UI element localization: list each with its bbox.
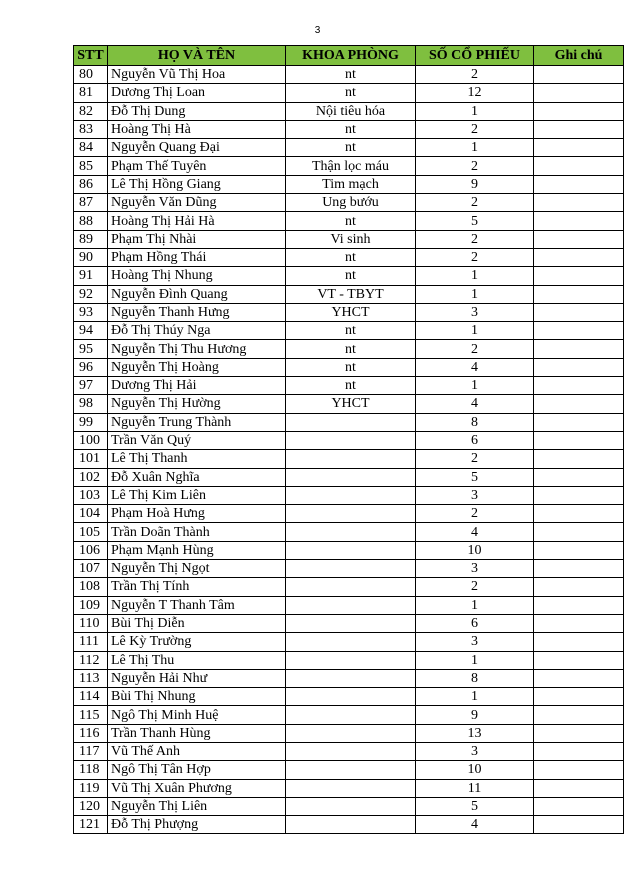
shareholder-table [73, 45, 624, 834]
dept-cell [286, 468, 416, 486]
table-row [74, 322, 624, 340]
shares-cell: 9 [416, 706, 534, 724]
dept-cell [286, 633, 416, 651]
note-cell [534, 468, 624, 486]
name-cell: Nguyễn T Thanh Tâm [108, 596, 286, 614]
dept-cell [286, 816, 416, 834]
shares-cell: 6 [416, 614, 534, 632]
stt-cell: 107 [74, 560, 108, 578]
shares-cell: 2 [416, 230, 534, 248]
shares-cell: 2 [416, 578, 534, 596]
note-cell [534, 431, 624, 449]
dept-cell: Vi sinh [286, 230, 416, 248]
stt-cell: 103 [74, 486, 108, 504]
name-cell: Đỗ Thị Dung [108, 102, 286, 120]
name-cell: Đỗ Xuân Nghĩa [108, 468, 286, 486]
name-cell: Lê Thị Hồng Giang [108, 175, 286, 193]
note-cell [534, 285, 624, 303]
dept-cell: nt [286, 358, 416, 376]
note-cell [534, 377, 624, 395]
dept-cell [286, 669, 416, 687]
note-cell [534, 688, 624, 706]
table-row [74, 761, 624, 779]
stt-cell: 90 [74, 248, 108, 266]
stt-cell: 116 [74, 724, 108, 742]
table-body [74, 66, 624, 834]
shares-cell: 11 [416, 779, 534, 797]
note-cell [534, 541, 624, 559]
dept-cell: nt [286, 248, 416, 266]
dept-cell: nt [286, 322, 416, 340]
note-cell [534, 596, 624, 614]
stt-cell: 82 [74, 102, 108, 120]
note-cell [534, 797, 624, 815]
stt-cell: 102 [74, 468, 108, 486]
stt-cell: 118 [74, 761, 108, 779]
shares-cell: 5 [416, 468, 534, 486]
name-cell: Trần Doãn Thành [108, 523, 286, 541]
dept-cell [286, 578, 416, 596]
name-cell: Đỗ Thị Thúy Nga [108, 322, 286, 340]
name-cell: Trần Thanh Hùng [108, 724, 286, 742]
stt-cell: 86 [74, 175, 108, 193]
dept-cell [286, 541, 416, 559]
name-cell: Dương Thị Hải [108, 377, 286, 395]
table-row [74, 139, 624, 157]
note-cell [534, 340, 624, 358]
table-row [74, 505, 624, 523]
stt-cell: 98 [74, 395, 108, 413]
table-row [74, 102, 624, 120]
note-cell [534, 706, 624, 724]
note-cell [534, 175, 624, 193]
note-cell [534, 66, 624, 84]
dept-cell: nt [286, 340, 416, 358]
dept-cell: VT - TBYT [286, 285, 416, 303]
dept-cell: YHCT [286, 395, 416, 413]
stt-cell: 83 [74, 120, 108, 138]
table-row [74, 303, 624, 321]
shares-cell: 2 [416, 340, 534, 358]
shares-cell: 1 [416, 285, 534, 303]
name-cell: Nguyễn Thị Liên [108, 797, 286, 815]
header-row [74, 46, 624, 66]
note-cell [534, 779, 624, 797]
table-header [74, 46, 624, 66]
shares-cell: 3 [416, 560, 534, 578]
note-cell [534, 139, 624, 157]
header-shares: SỐ CỔ PHIẾU [416, 46, 534, 66]
header-note: Ghi chú [534, 46, 624, 66]
shares-cell: 1 [416, 102, 534, 120]
table-row [74, 450, 624, 468]
name-cell: Phạm Mạnh Hùng [108, 541, 286, 559]
stt-cell: 114 [74, 688, 108, 706]
note-cell [534, 816, 624, 834]
page-number: 3 [314, 25, 321, 36]
table-row [74, 724, 624, 742]
name-cell: Vũ Thế Anh [108, 742, 286, 760]
dept-cell [286, 724, 416, 742]
header-dept: KHOA PHÒNG [286, 46, 416, 66]
name-cell: Nguyễn Thị Ngọt [108, 560, 286, 578]
shares-cell: 2 [416, 66, 534, 84]
dept-cell: nt [286, 377, 416, 395]
note-cell [534, 102, 624, 120]
shares-cell: 8 [416, 669, 534, 687]
table-row [74, 340, 624, 358]
note-cell [534, 505, 624, 523]
note-cell [534, 560, 624, 578]
table-row [74, 285, 624, 303]
shares-cell: 3 [416, 303, 534, 321]
stt-cell: 81 [74, 84, 108, 102]
shares-cell: 4 [416, 358, 534, 376]
note-cell [534, 120, 624, 138]
dept-cell [286, 779, 416, 797]
table-row [74, 633, 624, 651]
note-cell [534, 450, 624, 468]
table-row [74, 742, 624, 760]
dept-cell [286, 742, 416, 760]
dept-cell: nt [286, 267, 416, 285]
dept-cell: Thận lọc máu [286, 157, 416, 175]
note-cell [534, 742, 624, 760]
table-row [74, 194, 624, 212]
stt-cell: 109 [74, 596, 108, 614]
note-cell [534, 413, 624, 431]
table-row [74, 377, 624, 395]
note-cell [534, 358, 624, 376]
dept-cell [286, 486, 416, 504]
table-row [74, 212, 624, 230]
dept-cell [286, 614, 416, 632]
stt-cell: 96 [74, 358, 108, 376]
dept-cell [286, 596, 416, 614]
note-cell [534, 84, 624, 102]
stt-cell: 106 [74, 541, 108, 559]
stt-cell: 99 [74, 413, 108, 431]
dept-cell [286, 523, 416, 541]
dept-cell [286, 431, 416, 449]
name-cell: Phạm Hoà Hưng [108, 505, 286, 523]
table-row [74, 560, 624, 578]
name-cell: Trần Thị Tính [108, 578, 286, 596]
shares-cell: 10 [416, 541, 534, 559]
name-cell: Đỗ Thị Phượng [108, 816, 286, 834]
stt-cell: 108 [74, 578, 108, 596]
table-row [74, 706, 624, 724]
shares-cell: 2 [416, 120, 534, 138]
shares-cell: 3 [416, 742, 534, 760]
dept-cell [286, 505, 416, 523]
shares-cell: 3 [416, 486, 534, 504]
table-row [74, 413, 624, 431]
table-row [74, 596, 624, 614]
name-cell: Dương Thị Loan [108, 84, 286, 102]
name-cell: Lê Kỳ Trường [108, 633, 286, 651]
name-cell: Nguyễn Hải Như [108, 669, 286, 687]
stt-cell: 85 [74, 157, 108, 175]
stt-cell: 91 [74, 267, 108, 285]
shares-cell: 1 [416, 322, 534, 340]
table-row [74, 84, 624, 102]
name-cell: Hoàng Thị Hà [108, 120, 286, 138]
table-row [74, 248, 624, 266]
note-cell [534, 303, 624, 321]
note-cell [534, 651, 624, 669]
stt-cell: 117 [74, 742, 108, 760]
note-cell [534, 194, 624, 212]
dept-cell: Ung bướu [286, 194, 416, 212]
shares-cell: 5 [416, 212, 534, 230]
shares-cell: 13 [416, 724, 534, 742]
name-cell: Nguyễn Quang Đại [108, 139, 286, 157]
note-cell [534, 248, 624, 266]
name-cell: Trần Văn Quý [108, 431, 286, 449]
name-cell: Nguyễn Đình Quang [108, 285, 286, 303]
table-row [74, 688, 624, 706]
name-cell: Ngô Thị Minh Huệ [108, 706, 286, 724]
name-cell: Hoàng Thị Nhung [108, 267, 286, 285]
table-row [74, 779, 624, 797]
note-cell [534, 230, 624, 248]
shares-cell: 2 [416, 157, 534, 175]
table-row [74, 157, 624, 175]
stt-cell: 105 [74, 523, 108, 541]
table-row [74, 578, 624, 596]
name-cell: Bùi Thị Diễn [108, 614, 286, 632]
table-row [74, 523, 624, 541]
shares-cell: 1 [416, 267, 534, 285]
name-cell: Nguyễn Văn Dũng [108, 194, 286, 212]
stt-cell: 89 [74, 230, 108, 248]
note-cell [534, 633, 624, 651]
shares-cell: 9 [416, 175, 534, 193]
note-cell [534, 761, 624, 779]
stt-cell: 93 [74, 303, 108, 321]
table-row [74, 614, 624, 632]
note-cell [534, 578, 624, 596]
shares-cell: 10 [416, 761, 534, 779]
header-name: HỌ VÀ TÊN [108, 46, 286, 66]
stt-cell: 92 [74, 285, 108, 303]
shares-cell: 3 [416, 633, 534, 651]
note-cell [534, 212, 624, 230]
shares-cell: 5 [416, 797, 534, 815]
stt-cell: 112 [74, 651, 108, 669]
table-row [74, 267, 624, 285]
name-cell: Phạm Thị Nhài [108, 230, 286, 248]
dept-cell: nt [286, 120, 416, 138]
stt-cell: 110 [74, 614, 108, 632]
stt-cell: 121 [74, 816, 108, 834]
note-cell [534, 395, 624, 413]
dept-cell: nt [286, 84, 416, 102]
name-cell: Hoàng Thị Hải Hà [108, 212, 286, 230]
stt-cell: 87 [74, 194, 108, 212]
name-cell: Phạm Thế Tuyên [108, 157, 286, 175]
dept-cell: Nội tiêu hóa [286, 102, 416, 120]
table-row [74, 541, 624, 559]
dept-cell [286, 797, 416, 815]
header-stt: STT [74, 46, 108, 66]
dept-cell: nt [286, 139, 416, 157]
shares-cell: 1 [416, 596, 534, 614]
stt-cell: 80 [74, 66, 108, 84]
name-cell: Phạm Hồng Thái [108, 248, 286, 266]
note-cell [534, 669, 624, 687]
stt-cell: 88 [74, 212, 108, 230]
note-cell [534, 486, 624, 504]
stt-cell: 120 [74, 797, 108, 815]
table-row [74, 651, 624, 669]
stt-cell: 119 [74, 779, 108, 797]
name-cell: Lê Thị Thanh [108, 450, 286, 468]
note-cell [534, 157, 624, 175]
name-cell: Lê Thị Thu [108, 651, 286, 669]
name-cell: Nguyễn Thanh Hưng [108, 303, 286, 321]
note-cell [534, 724, 624, 742]
table-row [74, 395, 624, 413]
table-row [74, 175, 624, 193]
dept-cell: Tim mạch [286, 175, 416, 193]
table-row [74, 431, 624, 449]
stt-cell: 113 [74, 669, 108, 687]
dept-cell [286, 651, 416, 669]
table-row [74, 230, 624, 248]
stt-cell: 101 [74, 450, 108, 468]
shares-cell: 1 [416, 139, 534, 157]
stt-cell: 94 [74, 322, 108, 340]
name-cell: Bùi Thị Nhung [108, 688, 286, 706]
dept-cell [286, 688, 416, 706]
table-row [74, 816, 624, 834]
shares-cell: 2 [416, 194, 534, 212]
shares-cell: 6 [416, 431, 534, 449]
stt-cell: 104 [74, 505, 108, 523]
dept-cell [286, 413, 416, 431]
dept-cell [286, 560, 416, 578]
dept-cell: nt [286, 212, 416, 230]
dept-cell [286, 761, 416, 779]
shares-cell: 2 [416, 248, 534, 266]
stt-cell: 95 [74, 340, 108, 358]
name-cell: Nguyễn Thị Hường [108, 395, 286, 413]
note-cell [534, 523, 624, 541]
name-cell: Ngô Thị Tân Hợp [108, 761, 286, 779]
note-cell [534, 322, 624, 340]
shares-cell: 8 [416, 413, 534, 431]
stt-cell: 97 [74, 377, 108, 395]
shares-cell: 2 [416, 450, 534, 468]
name-cell: Nguyễn Thị Hoàng [108, 358, 286, 376]
table-row [74, 358, 624, 376]
shares-cell: 4 [416, 816, 534, 834]
note-cell [534, 614, 624, 632]
stt-cell: 115 [74, 706, 108, 724]
name-cell: Lê Thị Kim Liên [108, 486, 286, 504]
shares-cell: 1 [416, 688, 534, 706]
table-row [74, 797, 624, 815]
shares-cell: 12 [416, 84, 534, 102]
table-row [74, 66, 624, 84]
table-row [74, 120, 624, 138]
table-row [74, 669, 624, 687]
name-cell: Vũ Thị Xuân Phương [108, 779, 286, 797]
dept-cell [286, 450, 416, 468]
shares-cell: 1 [416, 651, 534, 669]
shares-cell: 4 [416, 523, 534, 541]
dept-cell [286, 706, 416, 724]
stt-cell: 111 [74, 633, 108, 651]
table-row [74, 468, 624, 486]
name-cell: Nguyễn Vũ Thị Hoa [108, 66, 286, 84]
shares-cell: 4 [416, 395, 534, 413]
name-cell: Nguyễn Trung Thành [108, 413, 286, 431]
name-cell: Nguyễn Thị Thu Hương [108, 340, 286, 358]
stt-cell: 100 [74, 431, 108, 449]
stt-cell: 84 [74, 139, 108, 157]
shares-cell: 1 [416, 377, 534, 395]
dept-cell: YHCT [286, 303, 416, 321]
shares-cell: 2 [416, 505, 534, 523]
table-row [74, 486, 624, 504]
dept-cell: nt [286, 66, 416, 84]
note-cell [534, 267, 624, 285]
